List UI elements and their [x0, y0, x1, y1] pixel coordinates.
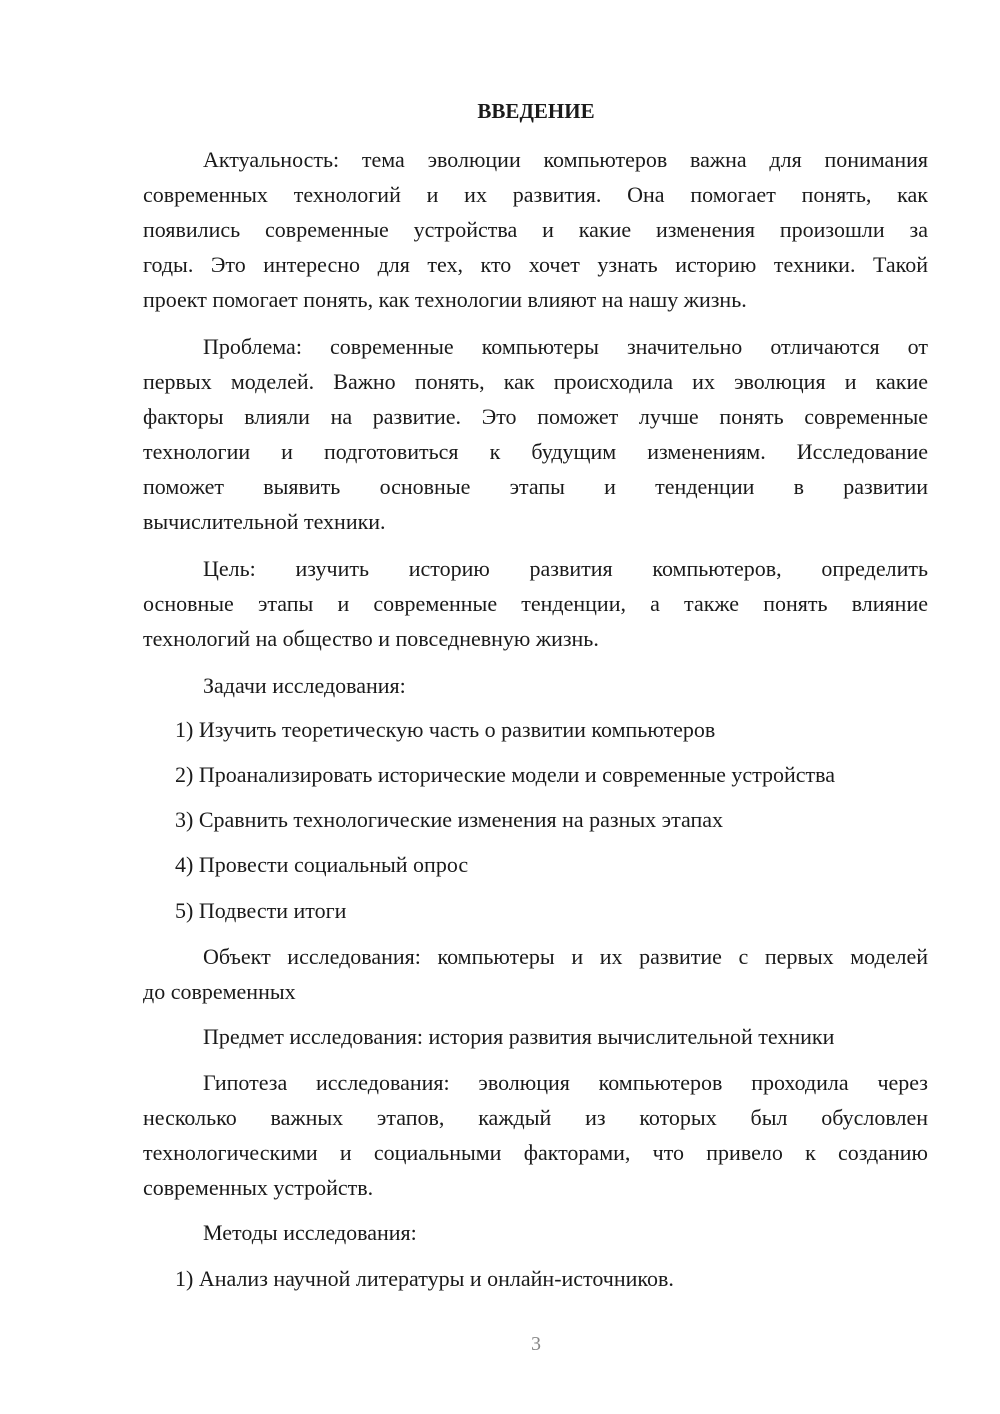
- paragraph-line: несколько важных этапов, каждый из которых был обусловлен: [143, 1105, 928, 1130]
- paragraph-line: технологическими и социальными факторами, что привело к созданию: [143, 1140, 928, 1165]
- list-item: 2) Проанализировать исторические модели и современные устройства: [175, 762, 835, 787]
- paragraph-line: Объект исследования: компьютеры и их развитие с первых моделей: [203, 944, 928, 969]
- subject-paragraph: Предмет исследования: история развития вычислительной техники: [203, 1024, 835, 1049]
- tasks-list-row: [143, 847, 928, 882]
- paragraph-line: проект помогает понять, как технологии влияют на нашу жизнь.: [143, 287, 747, 312]
- paragraph-line: появились современные устройства и какие изменения произошли за: [143, 217, 928, 242]
- goal-paragraph: [143, 551, 928, 656]
- page-title: ВВЕДЕНИЕ: [477, 99, 595, 123]
- list-item: 4) Провести социальный опрос: [175, 852, 469, 877]
- methods-heading: Методы исследования:: [203, 1220, 417, 1245]
- tasks-list-row: [143, 893, 928, 928]
- tasks-list-row: [143, 757, 928, 792]
- paragraph-line: первых моделей. Важно понять, как происходила их эволюция и какие: [143, 369, 928, 394]
- list-item: 5) Подвести итоги: [175, 898, 347, 923]
- paragraph-line: современных устройств.: [143, 1175, 374, 1200]
- object-paragraph: [143, 939, 928, 1009]
- tasks-list: [143, 712, 928, 747]
- paragraph-line: Гипотеза исследования: эволюция компьютеров проходила через: [203, 1070, 928, 1095]
- tasks-list-row: [143, 802, 928, 837]
- page-number: 3: [531, 1333, 541, 1355]
- paragraph-line: современных технологий и их развития. Она помогает понять, как: [143, 182, 928, 207]
- paragraph-line: факторы влияли на развитие. Это поможет лучше понять современные: [143, 404, 928, 429]
- paragraph-line: вычислительной техники.: [143, 509, 386, 534]
- paragraph-line: технологий на общество и повседневную жизнь.: [143, 626, 599, 651]
- paragraph-line: Проблема: современные компьютеры значительно отличаются от: [203, 334, 928, 359]
- hypothesis-paragraph: [143, 1065, 928, 1205]
- list-item: 1) Изучить теоретическую часть о развитии компьютеров: [175, 717, 716, 742]
- relevance-paragraph: [143, 142, 928, 317]
- paragraph-line: годы. Это интересно для тех, кто хочет узнать историю техники. Такой: [143, 252, 928, 277]
- problem-paragraph: [143, 329, 928, 539]
- paragraph-line: до современных: [143, 979, 296, 1004]
- paragraph-line: основные этапы и современные тенденции, а также понять влияние: [143, 591, 928, 616]
- paragraph-line: Цель: изучить историю развития компьютеров, определить: [203, 556, 928, 581]
- tasks-heading: Задачи исследования:: [203, 673, 406, 698]
- methods-list: [143, 1261, 928, 1296]
- list-item: 1) Анализ научной литературы и онлайн-источников.: [175, 1266, 674, 1291]
- paragraph-line: Актуальность: тема эволюции компьютеров важна для понимания: [203, 147, 928, 172]
- list-item: 3) Сравнить технологические изменения на разных этапах: [175, 807, 723, 832]
- paragraph-line: поможет выявить основные этапы и тенденции в развитии: [143, 474, 928, 499]
- paragraph-line: технологии и подготовиться к будущим изменениям. Исследование: [143, 439, 928, 464]
